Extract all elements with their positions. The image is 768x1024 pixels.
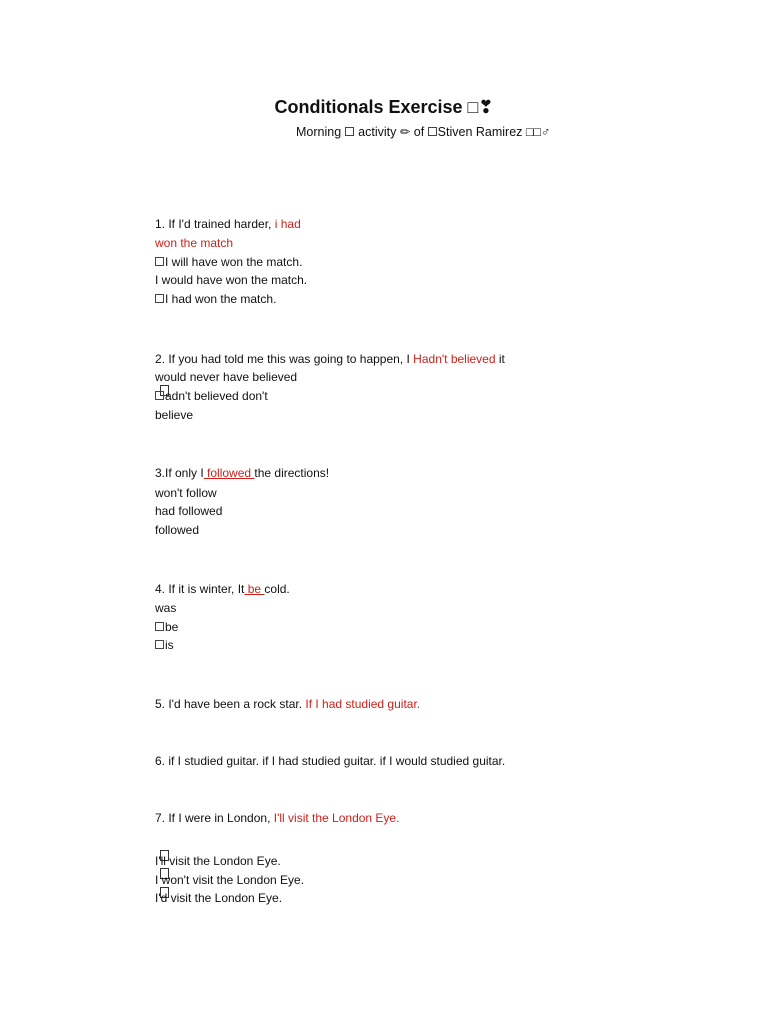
- title-text: Conditionals Exercise: [274, 97, 463, 117]
- q1-prompt-line: [155, 216, 301, 232]
- q2-option-1[interactable]: would never have believed: [155, 370, 298, 384]
- q7-option-1[interactable]: I'll visit the London Eye.: [155, 854, 281, 868]
- q4-tail: cold.: [264, 582, 290, 596]
- q4-option-2[interactable]: [155, 619, 178, 635]
- q3-option-1[interactable]: won't follow: [155, 486, 217, 500]
- q7-answer: I'll visit the London Eye.: [270, 811, 400, 825]
- q2-prompt-line: [155, 351, 505, 367]
- subtitle-activity: activity ✏ of: [358, 125, 425, 139]
- q4-answer: be: [244, 582, 265, 596]
- placeholder-glyph-icon: [345, 127, 354, 136]
- q5-line: [155, 696, 420, 712]
- q7-prompt: 7. If I were in London,: [155, 811, 271, 825]
- q7-option-3[interactable]: I'd visit the London Eye.: [155, 891, 283, 905]
- q2-option-2-label: adn't believed don't: [165, 389, 268, 403]
- q3-prompt: 3.If only I: [155, 466, 204, 480]
- q1-answer-cont: won the match: [155, 236, 234, 250]
- q2-option-2[interactable]: [155, 388, 268, 404]
- placeholder-glyph-icon: [428, 127, 437, 136]
- q1-option-3[interactable]: [155, 291, 276, 307]
- q1-option-3-label: I had won the match.: [165, 292, 277, 306]
- q2-option-3[interactable]: believe: [155, 408, 194, 422]
- q4-option-2-label: be: [165, 620, 179, 634]
- q3-option-2[interactable]: had followed: [155, 504, 223, 518]
- page-title: [0, 97, 768, 118]
- checkbox-icon[interactable]: [155, 294, 164, 303]
- subtitle-morning: Morning: [296, 125, 342, 139]
- q4-option-3-label: is: [165, 638, 174, 652]
- title-symbols: □❣: [467, 97, 494, 117]
- q7-option-2[interactable]: I won't visit the London Eye.: [155, 873, 305, 887]
- q3-option-3[interactable]: followed: [155, 523, 200, 537]
- q1-option-2[interactable]: I would have won the match.: [155, 273, 308, 287]
- checkbox-icon[interactable]: [155, 391, 164, 400]
- q1-prompt: 1. If I'd trained harder,: [155, 217, 272, 231]
- q5-prompt: 5. I'd have been a rock star.: [155, 697, 303, 711]
- subtitle-tail-symbols: □□♂: [525, 125, 551, 139]
- checkbox-icon[interactable]: [155, 640, 164, 649]
- q1-answer: i had: [274, 217, 301, 231]
- q4-prompt-line: [155, 581, 290, 597]
- checkbox-icon[interactable]: [155, 257, 164, 266]
- subtitle-author: Stiven Ramirez: [437, 125, 523, 139]
- q3-answer: followed: [203, 466, 255, 480]
- q6-line: 6. if I studied guitar. if I had studied guitar. if I would studied guitar.: [155, 754, 506, 768]
- q4-prompt: 4. If it is winter, It: [155, 582, 245, 596]
- q1-option-1[interactable]: [155, 254, 302, 270]
- q7-prompt-line: [155, 810, 399, 826]
- q4-option-3[interactable]: [155, 637, 174, 653]
- q2-prompt: 2. If you had told me this was going to happen, I: [155, 352, 410, 366]
- page-subtitle: [296, 124, 550, 139]
- q4-option-1[interactable]: was: [155, 601, 177, 615]
- q5-answer: If I had studied guitar.: [302, 697, 421, 711]
- q2-answer: Hadn't believed: [409, 352, 496, 366]
- q2-tail: it: [495, 352, 505, 366]
- q3-tail: the directions!: [254, 466, 330, 480]
- checkbox-icon[interactable]: [155, 622, 164, 631]
- q1-option-1-label: I will have won the match.: [165, 255, 303, 269]
- q3-prompt-line: [155, 465, 329, 481]
